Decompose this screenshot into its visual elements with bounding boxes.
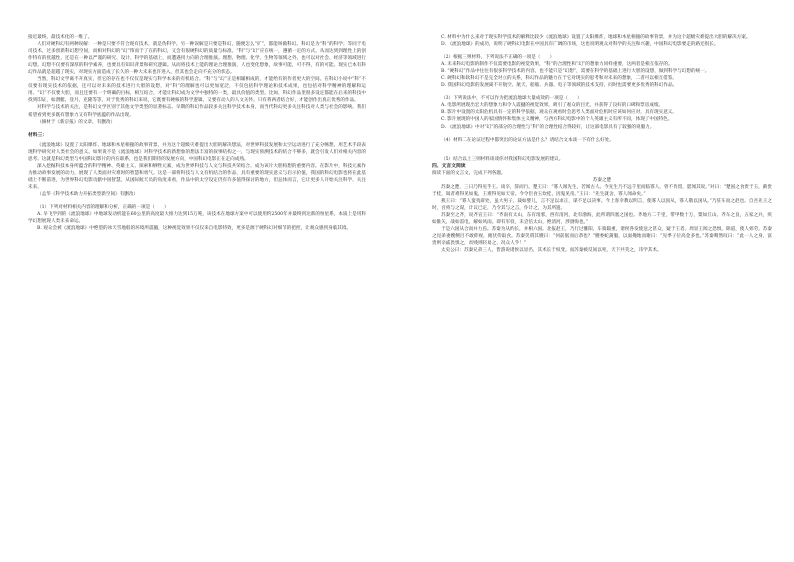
- right-passage-title: 苏秦之楚: [592, 177, 612, 183]
- left-paragraph: 当然，科幻文学离不开真实，但它的存在也不仅仅是现实与科学本来的有机结合。“科”与“幻”正是相辅相成的，才能给有的作者更大的空间。在科幻小说中“科”不仅要有现实技术的依据，还可以对未来的技术进行大胆的设想，对“科”的理解也可以更加宽泛，不仅包括科学理论和技术成果，也包括对科学精神的理解和运用。“幻”不仅要大胆，而且还要有一个明确的目标，相互结合，才能让科幻成为文学中独特的一类，最具价值的类型。比如，科幻作品里很多设定都能在后来的科技中找到印证，如潜艇、登月、克隆等等，对于优秀的科幻来说，它既要有硬核的科学逻辑，又要有动人的人文关怀。只有将两者结合好，才能创作出真正优秀的作品。: [28, 77, 366, 104]
- left-paragraph: 《流浪地球》设置了太阳爆炸、地球和木星相撞的故事背景，并为这个超级灾难提出大胆的解决想法，对世界科技发展和太空运动进行了充分畅想，用艺术手段表现科学研究对人类社会的意义。如果说不是《流浪地球》对科学技术的新想象的想法丰富的叙事结构之一，与现实预测技术的结合不够多，就会引发人们对相关内容的思考。这就是科幻类型与中国科幻影片的内在联系，也是我们期待的发展方向，中国科幻电影正在走向成熟。: [28, 142, 366, 162]
- right-answer-option: B. 影片中设置的太阳危机具有一定的科学依据，观众在观看时会思考人类面对危机时应该如何应对，具有现实意义。: [441, 110, 677, 116]
- left-paragraph: 对科学与技术的关注，是科幻文学区别于其他文学类型的显著标志。早期的科幻作品较多关注科学技术本身，而当代科幻更多关注科技对人类与社会的影响。我们希望看到更多既有想象力又有科学底蕴的作品出现。: [28, 105, 366, 118]
- left-section-heading: 材料三：: [28, 132, 48, 138]
- right-answer-option: C. 硬科幻和软科幻不是完全对立的关系，科幻作品的魅力在于它对现实的思考和对未来的想象，二者可以相互借鉴。: [441, 76, 677, 82]
- right-section-heading: 四、文言文阅读: [432, 163, 466, 169]
- right-question-stem: （2）根据三则材料，下列说法不正确的一项是（ ）: [441, 55, 555, 61]
- left-paragraph: 深入挖掘科技本身所蕴含的科学精神、英雄主义、探索和牺牲元素，成为世界科技与人文与科技共荣结合、成为该片大胆构想的重要内容。在影片中，科技元素作为推动故事发展的动力，展现了人类面对灾难时的智慧和勇气。这是一部将科技与人文有机结合的作品，具有重要的现实意义与启示价值，我国的科幻电影也将在此基础上不断前进，为世界科幻电影贡献中国智慧。从国际航天员的角度来看，作品中的太空设定仍有许多值得探讨的地方，但总体而言，它让更多人开始关注科学、关注未来。: [28, 163, 366, 190]
- left-paragraph: 接近最终、最技术化的一维了。: [28, 35, 93, 40]
- left-source-citation: （孟华《科学技术助力开拓类型新空间》有删改）: [37, 191, 139, 197]
- left-answer-option: A. 早飞学到的《流浪地球》中地球发动机能在60公里的高度最大推力达到15万吨，该技术在地球方案中可以使用约2500年并最终到达新的恒星系，本质上是用科学幻想展现人类未来命运。: [28, 212, 366, 225]
- right-question-stem: （5）结合以上三则材料谈谈你对我国科幻电影发展的建议。: [441, 156, 564, 162]
- right-answer-option: D. 《流浪地球》中对“幻”的部分的合理性与“科”的合理性结合得较好，让这部电影具有了较强的说服力。: [441, 124, 655, 130]
- right-question-stem: （4）材料二在论证过程中都突出的论证方法是什么？请结合文本谈一下有什么好处。: [441, 137, 614, 143]
- right-paragraph: 阅读下面的文言文，完成下列各题。: [432, 170, 506, 176]
- right-answer-option: D. 我国科幻电影的发展离不开航空、航天、船舶、兵器、电子等领域的技术支持，同时也需要更多优秀的科幻作品。: [441, 83, 678, 89]
- left-paragraph: 人们对硬科幻有两种误解：一种是只要不符合现有技术，就是伪科学。另一种误解是只要是科幻，随便怎么“扩”，都能叫做科幻。科幻是为“科”的科学；等同于电司技术，过多创新科幻想空间，而相对科幻的“幻”饰而于了在的科幻，又会有很硬科幻的质量与标准。“科”与“幻”应在统一，遵循一定的方式。从而达到到理性上的创作特有的优越性，还是在一种以严谨的研究、设计、科学的基础上，而遭遇用力向的合理推演。理想、物理、化学、生物等领域之外，也可以对社会、经济等领域进行幻想。幻想不仅要有深厚的科学素养，也要具有知识背景和研究逻辑。从而将技术上能的理论合理推演，人也变化想象，故事可能，可不得，有的可能。现实已本有科幻作品就是超越了现实，对现实方面造成了长久的一种大未来也许进入，但其也会走向不充分的状态。: [28, 42, 366, 76]
- left-column: [28, 34, 366, 554]
- right-answer-option: B. “硬科幻”作品中往往有很多科学技术的内容，也不能只是“幻想”，需要在科学的基础上进行大胆的设想，做到科学与幻想的统一。: [441, 69, 710, 75]
- right-answer-option: A. 未来科幻电影的制作不仅需要电影的视觉效果，“科”的合理性和“幻”的想象力同样重要，这两者是相互依存的。: [441, 62, 673, 68]
- right-answer-option: D. 《流浪地球》的成功，说明了硬科幻电影在中国具有广阔的市场，这也说明观众对科学的关注和兴趣，中国科幻电影要走的路还很长。: [441, 42, 719, 48]
- left-answer-option: B. 观众会被《流浪地球》中绝望的冰天雪地般的环境所震撼，这种视觉效果不仅仅来自电影特效，更多是源于硬科幻对细节的把控，让观众感到身临其境。: [37, 226, 352, 232]
- left-question-stem: （1）下列对材料相关内容的理解和分析，正确的一项是（ ）: [37, 205, 169, 211]
- right-paragraph: 燕王曰：“寡人蛮夷辟处，虽大男子，裁如婴儿，言不足以求正，谋不足以决事。今上客幸教以明言，使寡人以国从，寡人敬以国从。”乃驻车而之赵也。自吾先王之时，吾将与之谋，计议已定，乃令其与之言，仆计之，为其所遗。: [432, 198, 772, 211]
- right-paragraph: 苏秦至之齐，说齐宣王曰：“齐南有太山，东有琅邪，西有清河，北有渤海，此所谓四塞之国也。齐地方二千里，带甲数十万，粟如丘山。齐车之良，五家之兵，疾如锥矢，战如雷电，解如风雨。即有军役，未尝倍太山，绝清河，涉渤海也。”: [432, 212, 772, 226]
- right-paragraph: 苏秦之楚，三日乃得见乎王。谈卒，辞而行。楚王曰：“寡人闻先生，若闻古人。今先生乃不远千里而临寡人，曾不肯留，愿闻其说。”对曰：“楚国之食贵于玉，薪贵于桂，谒者难得见如鬼，王难得见如天帝。今令臣食玉炊桂，因鬼见帝。”王曰：“先生就舍，寡人闻命矣。”: [432, 184, 772, 197]
- right-answer-option: C. 影片展现的中国人的家国情怀和集体主义精神，与西方科幻电影中的个人英雄主义有所不同，体现了中国特色。: [441, 117, 673, 123]
- right-question-stem: （3）下列说法中，不可以作为把流浪地球大量成效的一项是（ ）: [441, 96, 582, 102]
- right-column: [432, 34, 772, 554]
- right-answer-option: C. 材料中为什么来对于现实科学技术的解释比较少《流浪地球》设置了太阳爆炸，地球和木星相撞的故事背景，并为这个超级灾难提出大胆的解决方案。: [441, 35, 751, 40]
- right-paragraph: 太史公曰：苏秦兄弟三人，皆游说诸侯以显名，其术长于权变。而苏秦被反间以死，天下共笑之，讳学其术。: [441, 248, 662, 254]
- left-source-citation: （摘材于《新京报》的文章，有删改）: [37, 119, 116, 125]
- right-paragraph: 于是六国从合而并力焉。苏秦为从约长，并相六国。北报赵王，乃行过雒阳，车骑辎重，诸侯各发使送之甚众，疑于王者。周显王闻之恐惧，除道，使人郊劳。苏秦之昆弟妻嫂侧目不敢仰视，俯伏侍取食。苏秦笑谓其嫂曰：“何前倨而后恭也？”嫂委蛇蒲服，以面掩地而谢曰：“见季子位高金多也。”苏秦喟然叹曰：“此一人之身，富贵则亲戚畏惧之，贫贱则轻易之，况众人乎！”: [432, 227, 772, 247]
- right-answer-option: A. 电影所展现出宏大的想象力和令人震撼的视觉效果，吸引了观众的目光，并获得了良好的口碑和票房成绩。: [441, 103, 664, 109]
